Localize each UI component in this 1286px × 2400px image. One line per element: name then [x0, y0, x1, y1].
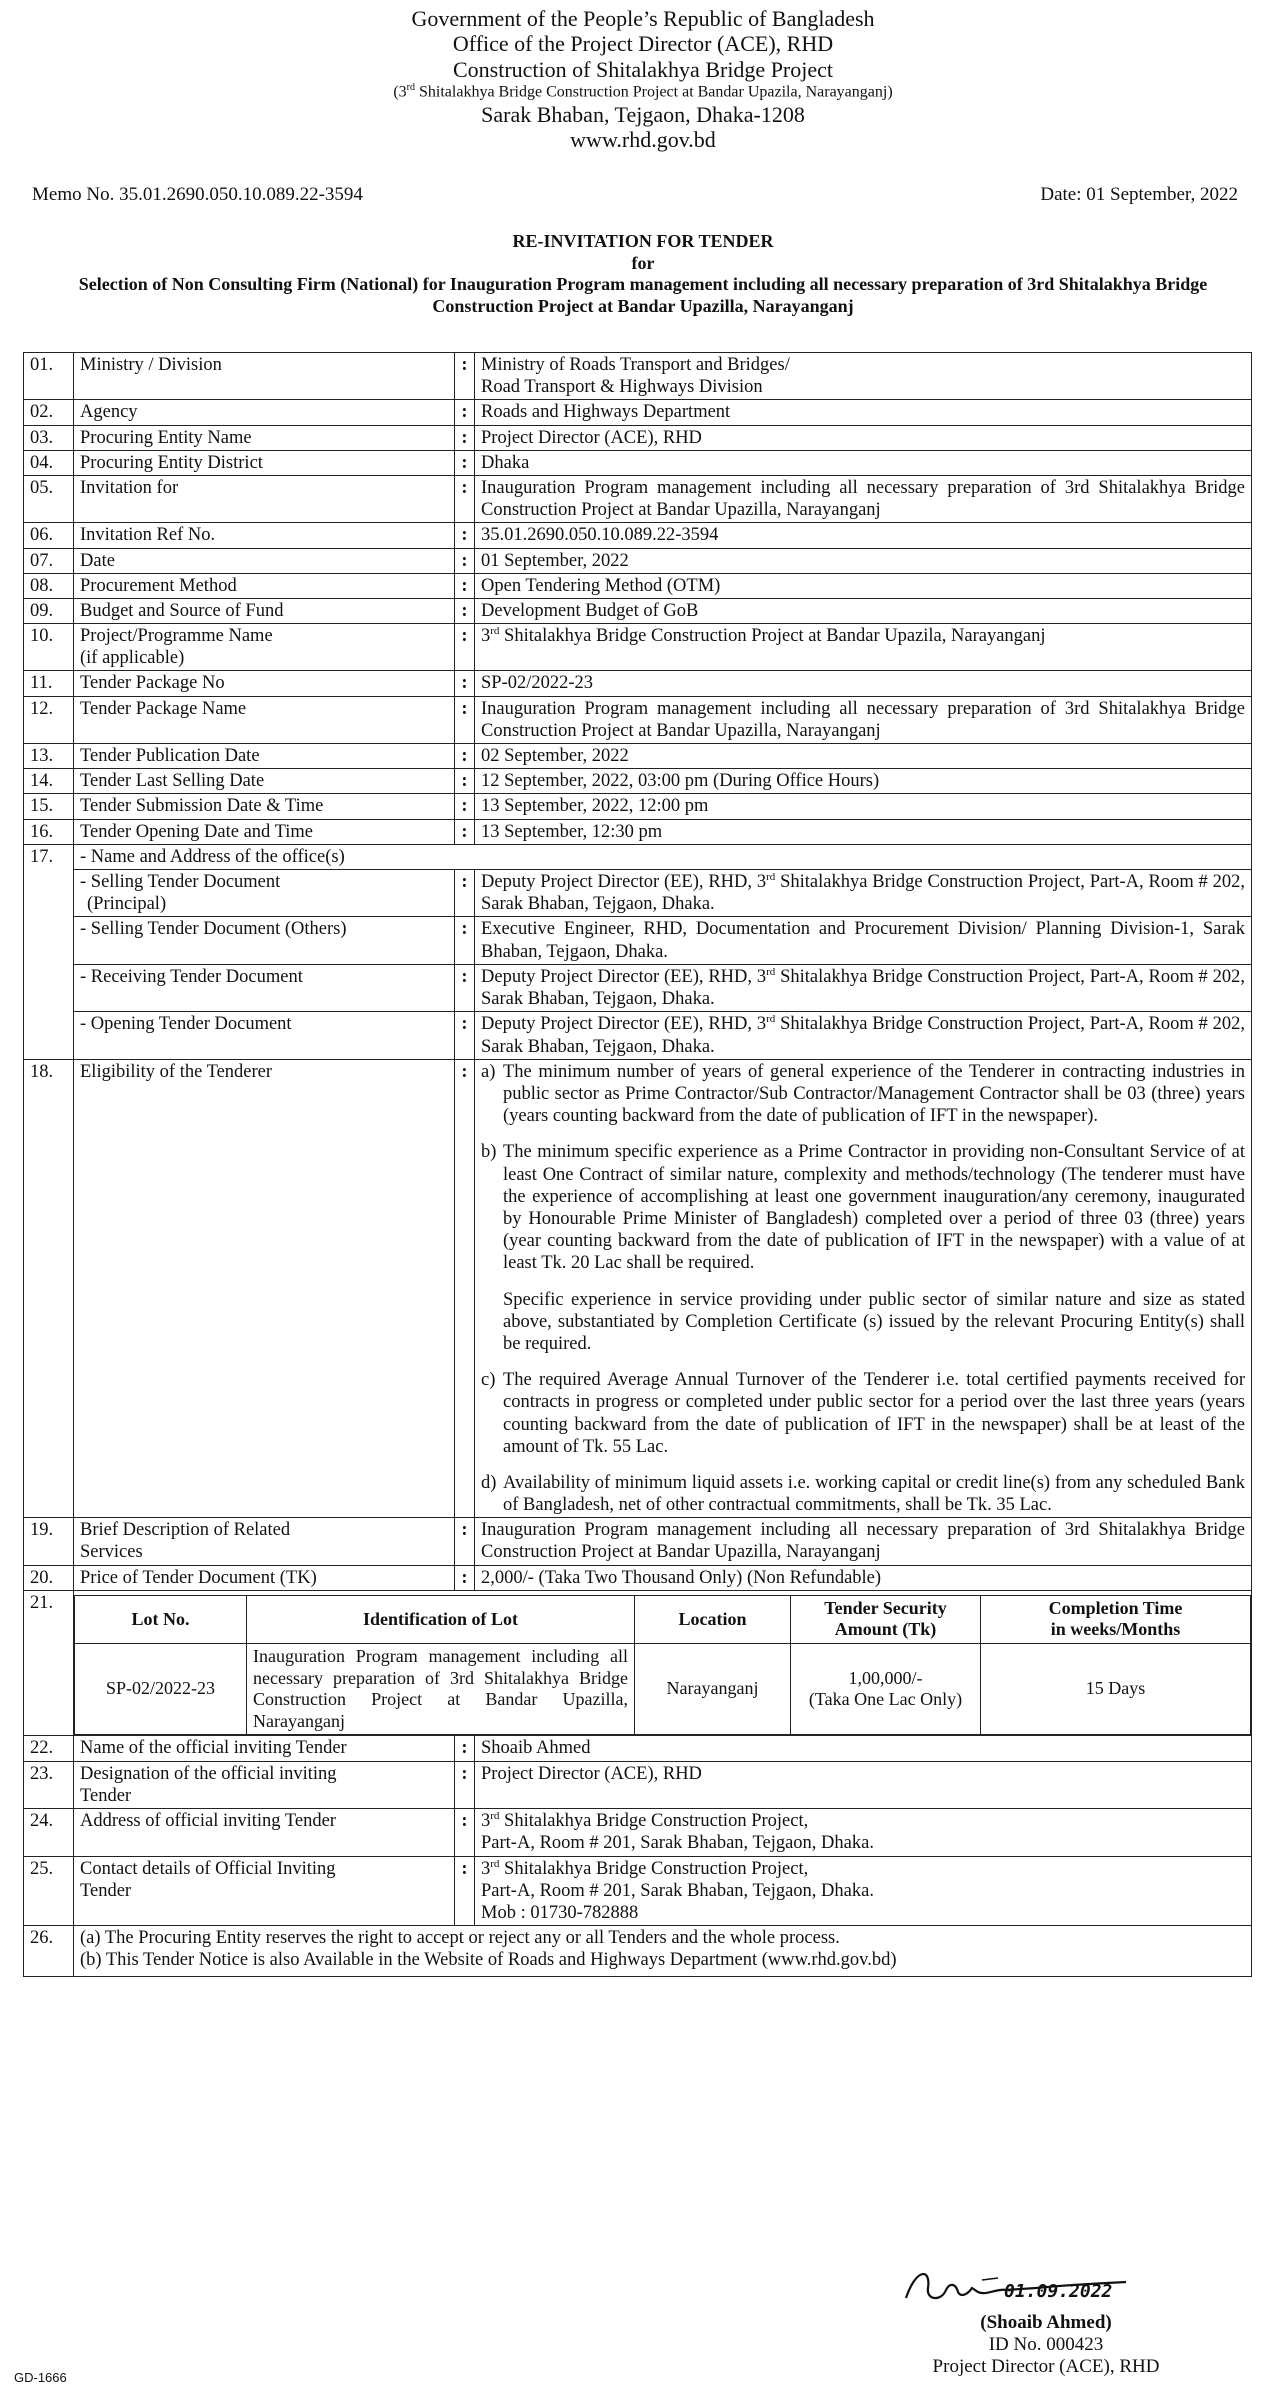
table-row [24, 353, 1252, 400]
colon: : [455, 1059, 475, 1517]
lot-header: Lot No. [75, 1595, 247, 1643]
colon: : [455, 671, 475, 696]
table-row [24, 1012, 1252, 1060]
row-value: 3rd Shitalakhya Bridge Construction Project, Part-A, Room # 201, Sarak Bhaban, Tejgaon, Dhaka. Mob : 01730-782888 [475, 1856, 1252, 1926]
colon: : [455, 624, 475, 671]
tender-table [23, 352, 1252, 1977]
row-value: 13 September, 12:30 pm [475, 819, 1252, 844]
colon: : [455, 475, 475, 522]
row-value: 01 September, 2022 [475, 548, 1252, 573]
lot-header: Completion Time in weeks/Months [981, 1595, 1251, 1643]
row-number: 03. [24, 425, 74, 450]
row-label: Ministry / Division [74, 353, 455, 400]
table-row [24, 794, 1252, 819]
lot-row [75, 1644, 1251, 1735]
lot-header: Identification of Lot [247, 1595, 635, 1643]
row-value: Development Budget of GoB [475, 598, 1252, 623]
row-number: 26. [24, 1926, 74, 1976]
colon: : [455, 869, 475, 917]
table-row [24, 869, 1252, 917]
colon: : [455, 1856, 475, 1926]
lot-header: Tender Security Amount (Tk) [791, 1595, 981, 1643]
row-label: Procuring Entity District [74, 450, 455, 475]
row-number: 10. [24, 624, 74, 671]
table-row [24, 1736, 1252, 1761]
row-value: SP-02/2022-23 [475, 671, 1252, 696]
row-number: 18. [24, 1059, 74, 1517]
row-label: Invitation for [74, 475, 455, 522]
lot-identification: Inauguration Program management including all necessary preparation of 3rd Shitalakhya Bridge Construction Project at Bandar Upazilla, Narayanganj [247, 1644, 635, 1735]
notice-for: for [631, 252, 655, 273]
colon: : [455, 353, 475, 400]
row-label: Designation of the official inviting Tender [74, 1761, 455, 1808]
table-row [24, 548, 1252, 573]
website-line: www.rhd.gov.bd [570, 126, 716, 152]
row-value: Deputy Project Director (EE), RHD, 3rd Shitalakhya Bridge Construction Project, Part-A, Room # 202, Sarak Bhaban, Tejgaon, Dhaka. [475, 964, 1252, 1012]
row-label: Tender Package Name [74, 696, 455, 743]
table-row [24, 844, 1252, 869]
row-label: - Name and Address of the office(s) [74, 844, 1252, 869]
row-number: 24. [24, 1808, 74, 1856]
table-row [24, 573, 1252, 598]
row-value: Inauguration Program management including all necessary preparation of 3rd Shitalakhya Bridge Construction Project at Bandar Upazilla, Narayanganj [475, 475, 1252, 522]
colon: : [455, 819, 475, 844]
row-number: 15. [24, 794, 74, 819]
row-value: 35.01.2690.050.10.089.22-3594 [475, 523, 1252, 548]
table-row [24, 400, 1252, 425]
row-value: Executive Engineer, RHD, Documentation and Procurement Division/ Planning Division-1, Sarak Bhaban, Tejgaon, Dhaka. [475, 917, 1252, 964]
colon: : [455, 744, 475, 769]
table-row [24, 1761, 1252, 1808]
table-row [24, 769, 1252, 794]
row-number: 17. [24, 844, 74, 1059]
row-label: Procuring Entity Name [74, 425, 455, 450]
row-value: Deputy Project Director (EE), RHD, 3rd Shitalakhya Bridge Construction Project, Part-A, Room # 202, Sarak Bhaban, Tejgaon, Dhaka. [475, 869, 1252, 917]
colon: : [455, 1518, 475, 1565]
row-number: 02. [24, 400, 74, 425]
lot-location: Narayanganj [635, 1644, 791, 1735]
row-label: Name of the official inviting Tender [74, 1736, 455, 1761]
colon: : [455, 1736, 475, 1761]
row-label: Tender Opening Date and Time [74, 819, 455, 844]
row-label: Brief Description of Related Services [74, 1518, 455, 1565]
row-number: 20. [24, 1565, 74, 1590]
table-row [24, 744, 1252, 769]
row-label: Tender Publication Date [74, 744, 455, 769]
row-value: 3rd Shitalakhya Bridge Construction Project, Part-A, Room # 201, Sarak Bhaban, Tejgaon, Dhaka. [475, 1808, 1252, 1856]
row-number: 11. [24, 671, 74, 696]
row-value: Open Tendering Method (OTM) [475, 573, 1252, 598]
row-value: 02 September, 2022 [475, 744, 1252, 769]
letterhead [0, 0, 1286, 152]
row-label: Tender Submission Date & Time [74, 794, 455, 819]
row-number: 06. [24, 523, 74, 548]
row-value: Project Director (ACE), RHD [475, 425, 1252, 450]
table-row [24, 598, 1252, 623]
signature-area [876, 2258, 1216, 2312]
lot-table [74, 1595, 1251, 1736]
criterion-b-note: Specific experience in service providing under public sector of similar nature and size as stated above, substantiated by Completion Certificate (s) issued by the relevant Procuring Entity(s) shall be required. [503, 1289, 1245, 1354]
row-label: - Receiving Tender Document [74, 964, 455, 1012]
row-number: 16. [24, 819, 74, 844]
lot-header-row [75, 1595, 1251, 1643]
table-row [24, 523, 1252, 548]
row-value: (a) The Procuring Entity reserves the right to accept or reject any or all Tenders and the whole process. (b) This Tender Notice is also Available in the Website of Roads and Highways Department (www.rhd.gov.bd) [74, 1926, 1252, 1976]
table-row [24, 1590, 1252, 1736]
colon: : [455, 1012, 475, 1060]
row-label: Tender Last Selling Date [74, 769, 455, 794]
row-label: Date [74, 548, 455, 573]
row-value: 12 September, 2022, 03:00 pm (During Office Hours) [475, 769, 1252, 794]
table-row [24, 819, 1252, 844]
colon: : [455, 917, 475, 964]
row-label: Contact details of Official Inviting Tender [74, 1856, 455, 1926]
govt-line: Government of the People’s Republic of Bangladesh [411, 6, 875, 31]
row-number: 01. [24, 353, 74, 400]
table-row [24, 917, 1252, 964]
lot-header: Location [635, 1595, 791, 1643]
row-value: Inauguration Program management including all necessary preparation of 3rd Shitalakhya Bridge Construction Project at Bandar Upazilla, Narayanganj [475, 1518, 1252, 1565]
project-line: Construction of Shitalakhya Bridge Project [452, 56, 834, 82]
notice-title [40, 231, 1246, 317]
notice-heading: RE-INVITATION FOR TENDER [512, 231, 774, 251]
colon: : [455, 696, 475, 743]
signature-block [876, 2258, 1216, 2378]
row-value: 13 September, 2022, 12:00 pm [475, 794, 1252, 819]
address-line: Sarak Bhaban, Tejgaon, Dhaka-1208 [481, 101, 805, 127]
table-row [24, 1808, 1252, 1856]
row-label: Address of official inviting Tender [74, 1808, 455, 1856]
table-row [24, 624, 1252, 671]
table-row [24, 425, 1252, 450]
row-value: Project Director (ACE), RHD [475, 1761, 1252, 1808]
row-value: 3rd Shitalakhya Bridge Construction Project at Bandar Upazila, Narayanganj [475, 624, 1252, 671]
row-number: 04. [24, 450, 74, 475]
table-row [24, 1856, 1252, 1926]
row-value: Inauguration Program management including all necessary preparation of 3rd Shitalakhya Bridge Construction Project at Bandar Upazilla, Narayanganj [475, 696, 1252, 743]
colon: : [455, 769, 475, 794]
table-row [24, 1565, 1252, 1590]
colon: : [455, 598, 475, 623]
row-number: 09. [24, 598, 74, 623]
colon: : [455, 1761, 475, 1808]
criterion-a: a) The minimum number of years of general experience of the Tenderer in contracting industries in public sector as Prime Contractor/Sub Contractor/Management Contractor shall be 03 (three) years (years counting backward from the date of publication of IFT in the newspaper). [481, 1061, 1245, 1127]
row-number: 14. [24, 769, 74, 794]
colon: : [455, 523, 475, 548]
colon: : [455, 450, 475, 475]
row-number: 13. [24, 744, 74, 769]
row-number: 23. [24, 1761, 74, 1808]
notice-subject: Selection of Non Consulting Firm (National) for Inauguration Program management including all necessary preparation of 3rd Shitalakhya Bridge Construction Project at Bandar Upazilla, Narayanganj [78, 274, 1208, 316]
row-number: 07. [24, 548, 74, 573]
office-line: Office of the Project Director (ACE), RHD [452, 31, 834, 57]
row-number: 21. [24, 1590, 74, 1736]
lot-completion: 15 Days [981, 1644, 1251, 1735]
criterion-b: b) The minimum specific experience as a Prime Contractor in providing non-Consultant Service of at least One Contract of similar nature, complexity and methods/technology (The tenderer must have the experience of accomplishing at least one government inauguration/any ceremony, inaugurated by Honourable Prime Minister of Bangladesh) completed over a period of three 03 (three) years (year counting backward from the date of publication of IFT in the newspaper) with a value of at least Tk. 20 Lac shall be required. [481, 1142, 1245, 1274]
row-label: - Opening Tender Document [74, 1012, 455, 1060]
signatory-designation: Project Director (ACE), RHD [932, 2355, 1160, 2377]
row-label: - Selling Tender Document (Others) [74, 917, 455, 964]
criterion-d: d) Availability of minimum liquid assets i.e. working capital or credit line(s) from any scheduled Bank of Bangladesh, net of other contractual commitments, shall be Tk. 35 Lac. [481, 1472, 1245, 1516]
lot-table-cell [74, 1590, 1252, 1736]
colon: : [455, 1808, 475, 1856]
row-number: 19. [24, 1518, 74, 1565]
colon: : [455, 548, 475, 573]
row-value: Ministry of Roads Transport and Bridges/ Road Transport & Highways Division [475, 353, 1252, 400]
row-label: Tender Package No [74, 671, 455, 696]
lot-security: 1,00,000/- (Taka One Lac Only) [791, 1644, 981, 1735]
table-row [24, 1059, 1252, 1517]
table-row [24, 1518, 1252, 1565]
row-label: Eligibility of the Tenderer [74, 1059, 455, 1517]
row-number: 12. [24, 696, 74, 743]
row-label: Price of Tender Document (TK) [74, 1565, 455, 1590]
row-value: Deputy Project Director (EE), RHD, 3rd Shitalakhya Bridge Construction Project, Part-A, Room # 202, Sarak Bhaban, Tejgaon, Dhaka. [475, 1012, 1252, 1060]
signature-date: 01.09.2022 [1004, 2281, 1113, 2302]
table-row [24, 696, 1252, 743]
row-value: 2,000/- (Taka Two Thousand Only) (Non Refundable) [475, 1565, 1252, 1590]
table-row [24, 1926, 1252, 1976]
row-number: 25. [24, 1856, 74, 1926]
colon: : [455, 794, 475, 819]
row-label: - Selling Tender Document (Principal) [74, 869, 455, 917]
row-label: Project/Programme Name (if applicable) [74, 624, 455, 671]
row-label: Agency [74, 400, 455, 425]
row-value: Roads and Highways Department [475, 400, 1252, 425]
colon: : [455, 1565, 475, 1590]
table-row [24, 475, 1252, 522]
footer-code: GD-1666 [14, 2370, 67, 2385]
row-label: Procurement Method [74, 573, 455, 598]
lot-number: SP-02/2022-23 [75, 1644, 247, 1735]
eligibility-criteria [475, 1059, 1252, 1517]
row-label: Budget and Source of Fund [74, 598, 455, 623]
table-row [24, 964, 1252, 1012]
colon: : [455, 400, 475, 425]
colon: : [455, 425, 475, 450]
signatory-name: (Shoaib Ahmed) [980, 2312, 1112, 2333]
row-number: 05. [24, 475, 74, 522]
row-value: Shoaib Ahmed [475, 1736, 1252, 1761]
row-number: 08. [24, 573, 74, 598]
table-row [24, 671, 1252, 696]
table-row [24, 450, 1252, 475]
memo-number: Memo No. 35.01.2690.050.10.089.22-3594 [32, 184, 363, 205]
row-label: Invitation Ref No. [74, 523, 455, 548]
memo-date: Date: 01 September, 2022 [1040, 184, 1238, 205]
row-number: 22. [24, 1736, 74, 1761]
colon: : [455, 964, 475, 1012]
memo-row [32, 184, 1238, 206]
signatory-id: ID No. 000423 [988, 2333, 1104, 2355]
colon: : [455, 573, 475, 598]
criterion-c: c) The required Average Annual Turnover of the Tenderer i.e. total certified payments received for contracts in progress or completed under public sector for a period over the last three years (years counting backward from the date of publication of IFT in the newspaper) shall be at least of the amount of Tk. 55 Lac. [481, 1370, 1245, 1457]
project-subline: (3rd Shitalakhya Bridge Construction Project at Bandar Upazila, Narayanganj) [393, 81, 893, 101]
row-value: Dhaka [475, 450, 1252, 475]
